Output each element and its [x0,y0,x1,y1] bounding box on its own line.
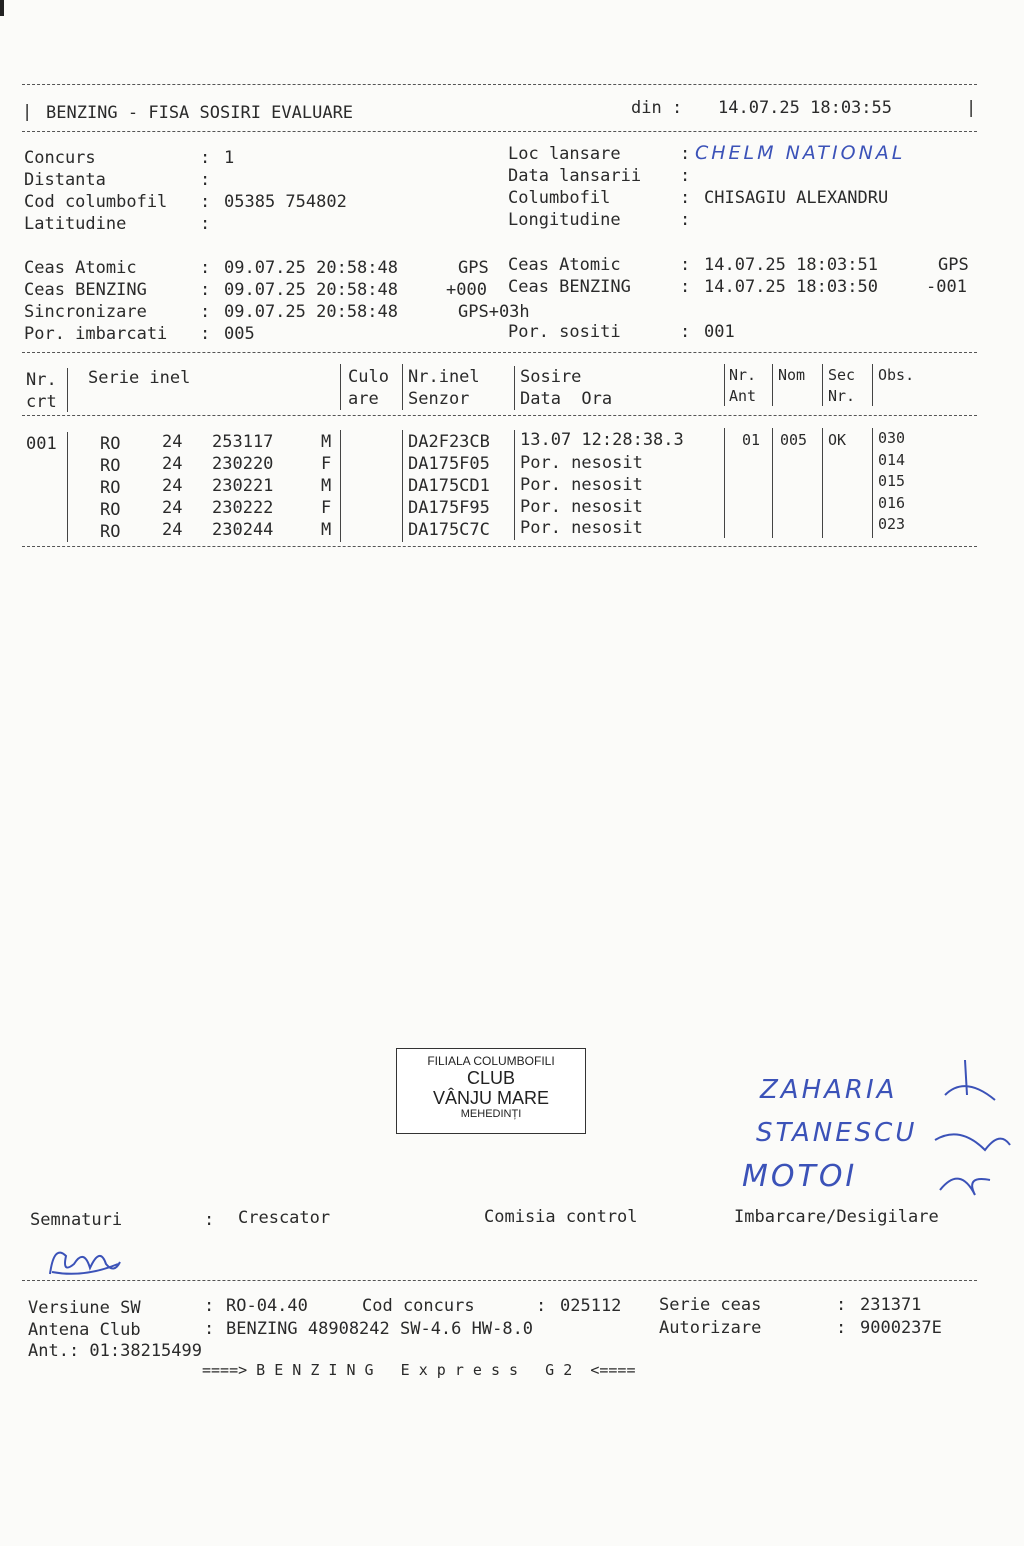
clock-value: 001 [704,322,735,342]
cell-ring: 230244 [212,520,274,540]
cell-crt: 001 [26,434,57,454]
cell-obs: 023 [878,515,906,533]
cell-sex: M [321,432,332,452]
clock-suffix: GPS [458,258,489,278]
divider [22,546,977,547]
info-value: 05385 754802 [224,192,347,212]
cell-ring: 230221 [212,476,274,496]
fancier-name: CHISAGIU ALEXANDRU [704,188,889,208]
divider [22,352,977,353]
col-header: Sec [828,366,856,384]
cell-cc: RO [100,456,121,476]
col-divider [724,428,725,538]
clock-sep: : [200,302,211,322]
cell-senzor: DA175F05 [408,454,490,474]
footer-label: Versiune SW [28,1298,141,1318]
footer-sep: : [836,1318,847,1338]
stamp-line: CLUB [466,1068,515,1088]
signatures-label: Semnaturi [30,1210,123,1230]
col-divider [340,364,341,410]
cell-cc: RO [100,478,121,498]
footer-label: Autorizare [659,1318,762,1338]
info-label: Latitudine [24,214,127,234]
handwritten-name: MOTOI [742,1159,858,1194]
info-label: Loc lansare [508,144,621,164]
info-label: Distanta [24,170,106,190]
clock-label: Por. imbarcati [24,324,168,344]
footer-value: RO-04.40 [226,1296,308,1316]
cell-sosire: Por. nesosit [520,497,643,517]
footer-label: Cod concurs [362,1296,475,1316]
clock-suffix: GPS [938,255,969,275]
cell-ant: 01 [742,431,761,449]
clock-value: 09.07.25 20:58:48 [224,258,398,278]
col-divider [67,368,68,412]
divider [22,131,977,132]
info-label: Columbofil [508,188,611,208]
footer-label: Antena Club [28,1320,141,1340]
document-title: BENZING - FISA SOSIRI EVALUARE [46,103,354,123]
clock-sep: : [200,258,211,278]
cell-sec: OK [828,431,847,449]
clock-sep: : [680,277,691,297]
col-divider [514,430,515,540]
col-divider [402,430,403,542]
cell-senzor: DA175C7C [408,520,490,540]
cell-sosire: Por. nesosit [520,475,643,495]
clock-sep: : [200,280,211,300]
footer-sep: : [204,1296,215,1316]
clock-value: 14.07.25 18:03:50 [704,277,878,297]
col-header: crt [26,392,57,412]
cell-cc: RO [100,500,121,520]
col-header: Nr.inel [408,367,480,387]
signature-scribbles [905,1055,1015,1205]
divider [22,84,977,85]
footer-ant: Ant.: 01:38215499 [28,1341,202,1361]
col-divider [67,432,68,542]
info-label: Cod columbofil [24,192,168,212]
col-header: Obs. [878,366,915,384]
cell-cc: RO [100,434,121,454]
info-sep: : [200,192,211,212]
footer-value: 231371 [860,1295,922,1315]
clock-label: Ceas Atomic [508,255,621,275]
col-header: Culo [348,367,389,387]
clock-sep: : [200,324,211,344]
cell-year: 24 [162,520,183,540]
cell-sex: F [321,454,332,474]
stamp-line: FILIALA COLUMBOFILI [427,1054,555,1068]
signature-imbarcare: Imbarcare/Desigilare [734,1207,939,1227]
header-bar: | [22,102,33,122]
clock-label: Ceas BENZING [24,280,147,300]
col-header: Ant [729,387,757,405]
col-divider [514,366,515,410]
col-header: Nr. [828,387,856,405]
footer-sep: : [836,1295,847,1315]
clock-value: 14.07.25 18:03:51 [704,255,878,275]
footer-label: Serie ceas [659,1295,762,1315]
cell-year: 24 [162,476,183,496]
cell-sex: M [321,476,332,496]
info-label: Data lansarii [508,166,642,186]
signature-crescator: Crescator [238,1208,331,1228]
cell-obs: 030 [878,429,906,447]
divider [22,415,977,416]
col-divider [872,364,873,406]
cell-ring: 230222 [212,498,274,518]
info-sep: : [680,188,691,208]
cell-cc: RO [100,522,121,542]
info-value: 1 [224,148,235,168]
cell-ring: 253117 [212,432,274,452]
clock-sep: : [680,322,691,342]
footer-value: 9000237E [860,1318,942,1338]
col-divider [772,364,773,406]
clock-label: Por. sositi [508,322,621,342]
cell-sosire: Por. nesosit [520,518,643,538]
clock-value: 09.07.25 20:58:48 [224,302,398,322]
col-divider [822,428,823,538]
signature-comisia: Comisia control [484,1207,638,1227]
footer-banner: ====> B E N Z I N G E x p r e s s G 2 <==== [202,1361,636,1379]
date-label: din : [631,98,683,118]
launch-place-handwritten: CHELM NATIONAL [695,142,906,164]
cell-year: 24 [162,454,183,474]
col-header: Serie inel [88,368,191,388]
col-divider [872,428,873,538]
col-header: Nr. [26,370,57,390]
col-divider [724,364,725,406]
cell-sosire: 13.07 12:28:38.3 [520,430,684,450]
col-divider [402,364,403,410]
cell-ring: 230220 [212,454,274,474]
crescator-signature [44,1234,124,1282]
clock-value: 09.07.25 20:58:48 [224,280,398,300]
cell-sex: F [321,498,332,518]
col-header: Nom [778,366,806,384]
clock-label: Sincronizare [24,302,147,322]
clock-suffix: +000 [446,280,487,300]
info-sep: : [680,144,691,164]
stamp-line: MEHEDINȚI [460,1108,522,1120]
col-header: Data Ora [520,389,613,409]
clock-suffix: -001 [926,277,967,297]
clock-suffix: GPS+03h [458,302,530,322]
cell-sosire: Por. nesosit [520,453,643,473]
handwritten-name: STANESCU [756,1118,918,1148]
info-sep: : [680,210,691,230]
cell-obs: 014 [878,451,906,469]
col-header: Sosire [520,367,582,387]
footer-sep: : [204,1319,215,1339]
stamp-line: VÂNJU MARE [432,1088,549,1108]
col-divider [772,428,773,538]
footer-value: BENZING 48908242 SW-4.6 HW-8.0 [226,1319,534,1339]
clock-label: Ceas Atomic [24,258,137,278]
scan-mark [0,0,4,16]
clock-sep: : [680,255,691,275]
info-label: Longitudine [508,210,621,230]
col-header: Nr. [729,366,757,384]
info-sep: : [200,148,211,168]
club-stamp [396,1048,586,1134]
cell-senzor: DA175F95 [408,498,490,518]
cell-senzor: DA175CD1 [408,476,490,496]
handwritten-name: ZAHARIA [760,1075,898,1105]
info-sep: : [200,214,211,234]
cell-year: 24 [162,498,183,518]
cell-sex: M [321,520,332,540]
col-divider [822,364,823,406]
clock-label: Ceas BENZING [508,277,631,297]
cell-obs: 016 [878,494,906,512]
col-header: Senzor [408,389,470,409]
info-sep: : [200,170,211,190]
footer-sep: : [536,1296,547,1316]
footer-value: 025112 [560,1296,622,1316]
cell-senzor: DA2F23CB [408,432,490,452]
cell-nom: 005 [780,431,808,449]
clock-value: 005 [224,324,255,344]
divider [22,1280,977,1281]
info-sep: : [680,166,691,186]
col-header: are [348,389,379,409]
info-label: Concurs [24,148,96,168]
cell-year: 24 [162,432,183,452]
header-bar: | [966,98,977,118]
cell-obs: 015 [878,472,906,490]
date-value: 14.07.25 18:03:55 [718,98,892,118]
signatures-sep: : [204,1210,215,1230]
col-divider [340,430,341,542]
